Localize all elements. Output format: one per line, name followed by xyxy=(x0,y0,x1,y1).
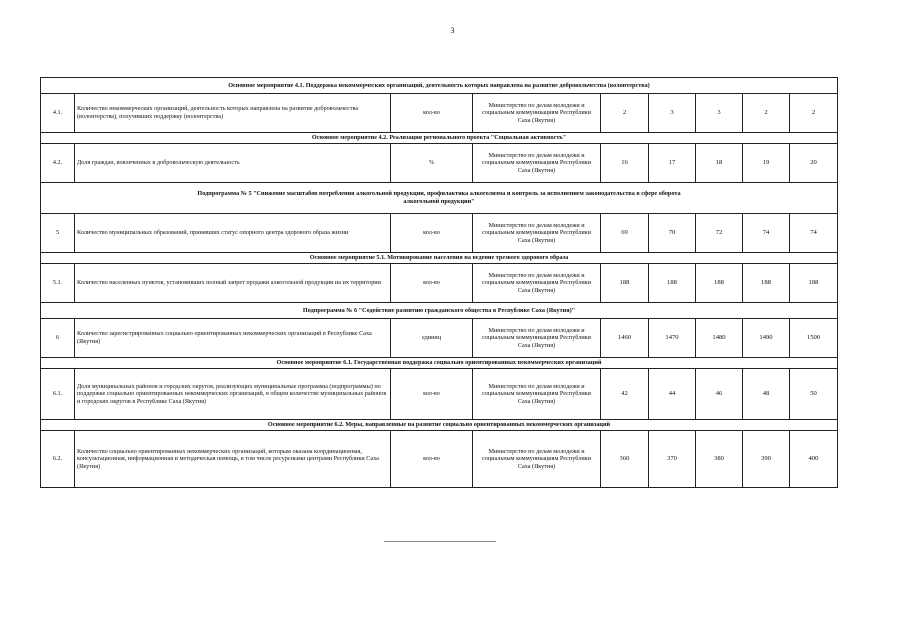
value-cell: 1490 xyxy=(743,319,790,358)
responsible-executor: Министерство по делам молодежи и социальным коммуникациям Республики Саха (Якутия) xyxy=(473,369,601,420)
unit-of-measure: кол-во xyxy=(391,369,473,420)
value-cell: 72 xyxy=(696,214,743,253)
table-row xyxy=(41,264,838,303)
unit-of-measure: кол-во xyxy=(391,94,473,133)
page-number: 3 xyxy=(450,26,455,35)
subprogram-title: Подпрограмма № 5 "Снижение масштабов потребления алкогольной продукции, профилактика алкоголизма и контроль за исполнением законодательства в сфере оборота алкогольной продукции" xyxy=(41,183,838,214)
value-cell: 188 xyxy=(696,264,743,303)
value-cell: 48 xyxy=(743,369,790,420)
responsible-executor: Министерство по делам молодежи и социальным коммуникациям Республики Саха (Якутия) xyxy=(473,214,601,253)
value-cell: 74 xyxy=(743,214,790,253)
value-cell: 44 xyxy=(649,369,696,420)
section-row xyxy=(41,253,838,264)
section-row xyxy=(41,420,838,431)
value-cell: 1500 xyxy=(790,319,838,358)
section-title: Основное мероприятие 4.2. Реализация регионального проекта "Социальная активность" xyxy=(41,133,838,144)
unit-of-measure: единиц xyxy=(391,319,473,358)
value-cell: 1460 xyxy=(601,319,649,358)
row-number: 6.1. xyxy=(41,369,75,420)
value-cell: 390 xyxy=(743,431,790,488)
value-cell: 46 xyxy=(696,369,743,420)
table-row xyxy=(41,319,838,358)
table-row xyxy=(41,94,838,133)
responsible-executor: Министерство по делам молодежи и социальным коммуникациям Республики Саха (Якутия) xyxy=(473,431,601,488)
section-title: Основное мероприятие 6.2. Меры, направленные на развитие социально ориентированных некоммерческих организаций xyxy=(41,420,838,431)
responsible-executor: Министерство по делам молодежи и социальным коммуникациям Республики Саха (Якутия) xyxy=(473,94,601,133)
row-number: 4.1. xyxy=(41,94,75,133)
section-row xyxy=(41,183,838,214)
value-cell: 19 xyxy=(743,144,790,183)
value-cell: 360 xyxy=(601,431,649,488)
value-cell: 2 xyxy=(601,94,649,133)
indicator-name: Количество некоммерческих организаций, деятельность которых направлена на развитие добровольчества (волонтерства), получивших поддержку (волонтерства) xyxy=(75,94,391,133)
value-cell: 20 xyxy=(790,144,838,183)
value-cell: 74 xyxy=(790,214,838,253)
value-cell: 400 xyxy=(790,431,838,488)
row-number: 5.1. xyxy=(41,264,75,303)
value-cell: 188 xyxy=(790,264,838,303)
value-cell: 3 xyxy=(696,94,743,133)
unit-of-measure: кол-во xyxy=(391,214,473,253)
responsible-executor: Министерство по делам молодежи и социальным коммуникациям Республики Саха (Якутия) xyxy=(473,264,601,303)
indicator-name: Количество социально ориентированных некоммерческих организаций, которым оказана координационная, консультационная, информационная и методическая помощь, в том числе ресурсными центрами Республики Саха (Якутия) xyxy=(75,431,391,488)
value-cell: 188 xyxy=(601,264,649,303)
value-cell: 1470 xyxy=(649,319,696,358)
footer-divider xyxy=(384,541,496,542)
value-cell: 69 xyxy=(601,214,649,253)
section-row xyxy=(41,358,838,369)
value-cell: 42 xyxy=(601,369,649,420)
value-cell: 188 xyxy=(649,264,696,303)
value-cell: 1480 xyxy=(696,319,743,358)
value-cell: 2 xyxy=(743,94,790,133)
indicators-table xyxy=(40,77,838,488)
indicator-name: Количество населенных пунктов, установивших полный запрет продажи алкогольной продукции на их территории xyxy=(75,264,391,303)
section-row xyxy=(41,133,838,144)
value-cell: 2 xyxy=(790,94,838,133)
row-number: 5 xyxy=(41,214,75,253)
subprogram-title: Подпрограмма № 6 "Содействие развитию гражданского общества в Республике Саха (Якутия)" xyxy=(41,303,838,319)
value-cell: 50 xyxy=(790,369,838,420)
value-cell: 188 xyxy=(743,264,790,303)
row-number: 6 xyxy=(41,319,75,358)
unit-of-measure: % xyxy=(391,144,473,183)
value-cell: 3 xyxy=(649,94,696,133)
indicator-name: Доля граждан, вовлеченных в добровольческую деятельность xyxy=(75,144,391,183)
row-number: 6.2. xyxy=(41,431,75,488)
value-cell: 17 xyxy=(649,144,696,183)
unit-of-measure: кол-во xyxy=(391,264,473,303)
unit-of-measure: кол-во xyxy=(391,431,473,488)
section-title: Основное мероприятие 6.1. Государственная поддержка социально ориентированных некоммерческих организаций xyxy=(41,358,838,369)
value-cell: 370 xyxy=(649,431,696,488)
row-number: 4.2. xyxy=(41,144,75,183)
indicator-name: Доля муниципальных районов и городских округов, реализующих муниципальные программы (подпрограммы) по поддержке социально ориентированных некоммерческих организаций, в общем количестве муниципальных районов и городских округов в Республике Саха (Якутия) xyxy=(75,369,391,420)
responsible-executor: Министерство по делам молодежи и социальным коммуникациям Республики Саха (Якутия) xyxy=(473,144,601,183)
value-cell: 16 xyxy=(601,144,649,183)
section-title: Основное мероприятие 5.1. Мотивирование населения на ведение трезвого здорового образа xyxy=(41,253,838,264)
responsible-executor: Министерство по делам молодежи и социальным коммуникациям Республики Саха (Якутия) xyxy=(473,319,601,358)
section-row xyxy=(41,78,838,94)
indicator-name: Количество муниципальных образований, принявших статус опорного центра здорового образа жизни xyxy=(75,214,391,253)
table-row xyxy=(41,214,838,253)
table-row xyxy=(41,144,838,183)
section-row xyxy=(41,303,838,319)
table-row xyxy=(41,369,838,420)
section-title: Основное мероприятие 4.1. Поддержка некоммерческих организаций, деятельность которых направлена на развитие добровольчества (волонтерства) xyxy=(41,78,838,94)
table-row xyxy=(41,431,838,488)
value-cell: 380 xyxy=(696,431,743,488)
value-cell: 18 xyxy=(696,144,743,183)
indicator-name: Количество зарегистрированных социально ориентированных некоммерческих организаций в Республике Саха (Якутия) xyxy=(75,319,391,358)
value-cell: 70 xyxy=(649,214,696,253)
